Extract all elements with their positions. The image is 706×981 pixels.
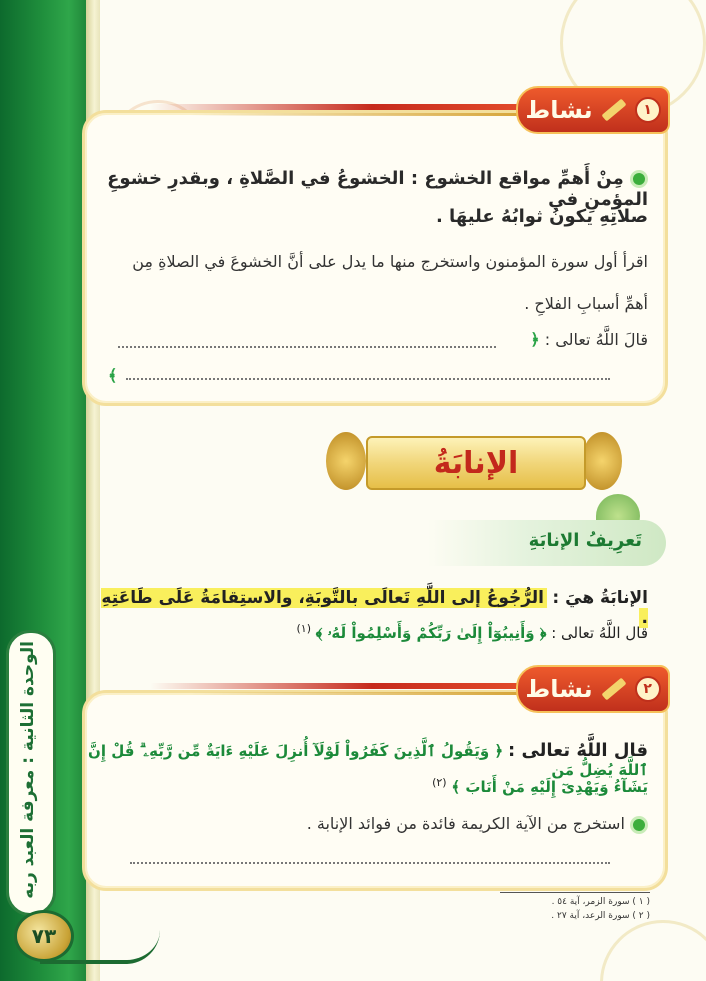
pencil-icon <box>601 678 626 701</box>
section-banner <box>326 432 622 490</box>
footnote-1: ( ١ ) سورة الزمر، آية ٥٤ . <box>551 897 650 907</box>
activity-1-question <box>88 168 648 210</box>
activity-number: ٢ <box>635 676 661 702</box>
verse-line <box>88 622 648 642</box>
answer-line[interactable] <box>130 862 610 864</box>
unit-tab-label-wrap <box>6 630 50 910</box>
instruction-text: استخرج من الآية الكريمة فائدة من فوائد الإنابة . <box>306 814 625 833</box>
activity-2-title-badge <box>516 665 670 713</box>
decorative-ornament <box>600 920 706 981</box>
footnotes <box>500 892 650 923</box>
instruction-text-cont: أهمِّ أسبابِ الفلاحِ . <box>524 294 648 313</box>
quote-intro: قالَ اللَّهُ تعالى : <box>544 330 648 349</box>
activity-1-header <box>150 86 670 130</box>
activity-number: ١ <box>635 97 661 123</box>
definition-heading-label: تَعرِيفُ الإنابَةِ <box>528 530 642 551</box>
activity-1-question-cont <box>88 206 648 227</box>
header-ribbon-gold <box>190 692 520 695</box>
activity-1-title-badge <box>516 86 670 134</box>
activity-1-instruction-cont <box>88 294 648 313</box>
answer-line[interactable] <box>126 378 610 380</box>
verse-intro: قال اللَّهُ تعالى : <box>551 624 648 642</box>
definition-heading <box>428 520 666 566</box>
quran-bracket-open: ﴿ <box>530 330 540 349</box>
activity-2-header <box>150 665 670 709</box>
footnote-ref: (٢) <box>432 776 447 789</box>
activity-title: نشاط <box>525 96 593 124</box>
verse-text: ﴿ وَيَقُولُ ٱلَّذِينَ كَفَرُواْ لَوْلَآ أُنزِلَ عَلَيْهِ ءَايَةٌ مِّن رَّبِّهِۦ ۗ قُلْ إِنَّ ٱللَّهَ يُضِلُّ مَن <box>88 742 648 779</box>
activity-2-instruction <box>88 814 648 834</box>
header-ribbon <box>150 104 520 110</box>
page-number: ٧٣ <box>14 910 74 962</box>
verse-intro: قال اللَّهُ تعالى : <box>507 740 648 761</box>
header-ribbon <box>150 683 520 689</box>
activity-1-instruction <box>88 252 648 271</box>
verse-text-cont: يَشَآءُ وَيَهْدِىٓ إِلَيْهِ مَنْ أَنَابَ ﴾ <box>451 778 648 796</box>
activity-title: نشاط <box>525 675 593 703</box>
banner-ornament-left <box>326 432 366 490</box>
instruction-text: اقرأ أول سورة المؤمنون واستخرج منها ما يدل على أنَّ الخشوعَ في الصلاةِ مِن <box>132 252 648 271</box>
pencil-icon <box>601 99 626 122</box>
unit-label: الوحدة الثانية : معرفة العبد ربه <box>18 641 38 899</box>
quran-bracket-close: ﴾ <box>108 366 118 385</box>
banner-ornament-right <box>582 432 622 490</box>
question-text-cont: صلاتِهِ يكونُ ثوابُهُ عليهَا . <box>435 206 648 227</box>
quran-bracket-close-wrap <box>108 366 128 385</box>
bullet-icon <box>630 816 648 834</box>
definition-text: الرُّجُوعُ إلى اللَّهِ تَعالَى بالتَّوبَةِ، والاستِقامَةُ عَلَى طَاعَتِهِ . <box>101 588 648 628</box>
footnote-2: ( ٢ ) سورة الرعد، آية ٢٧ . <box>551 911 650 921</box>
activity-2-verse <box>78 740 648 779</box>
bullet-icon <box>630 170 648 188</box>
question-text: مِنْ أَهمِّ مواقع الخشوع : الخشوعُ في الصَّلاةِ ، وبقدرِ خشوعِ المؤمنِ في <box>107 168 648 210</box>
section-title: الإنابَةُ <box>366 436 586 490</box>
activity-2-verse-cont <box>78 776 648 796</box>
verse-text: ﴿ وَأَنِيبُوٓاْ إِلَىٰ رَبِّكُمْ وَأَسْلِمُواْ لَهُۥ ﴾ <box>315 624 547 642</box>
definition-term: الإنابَةُ هيَ : <box>552 588 648 608</box>
answer-line[interactable] <box>118 346 496 348</box>
header-ribbon-gold <box>190 113 520 116</box>
footnote-ref: (١) <box>296 622 311 635</box>
